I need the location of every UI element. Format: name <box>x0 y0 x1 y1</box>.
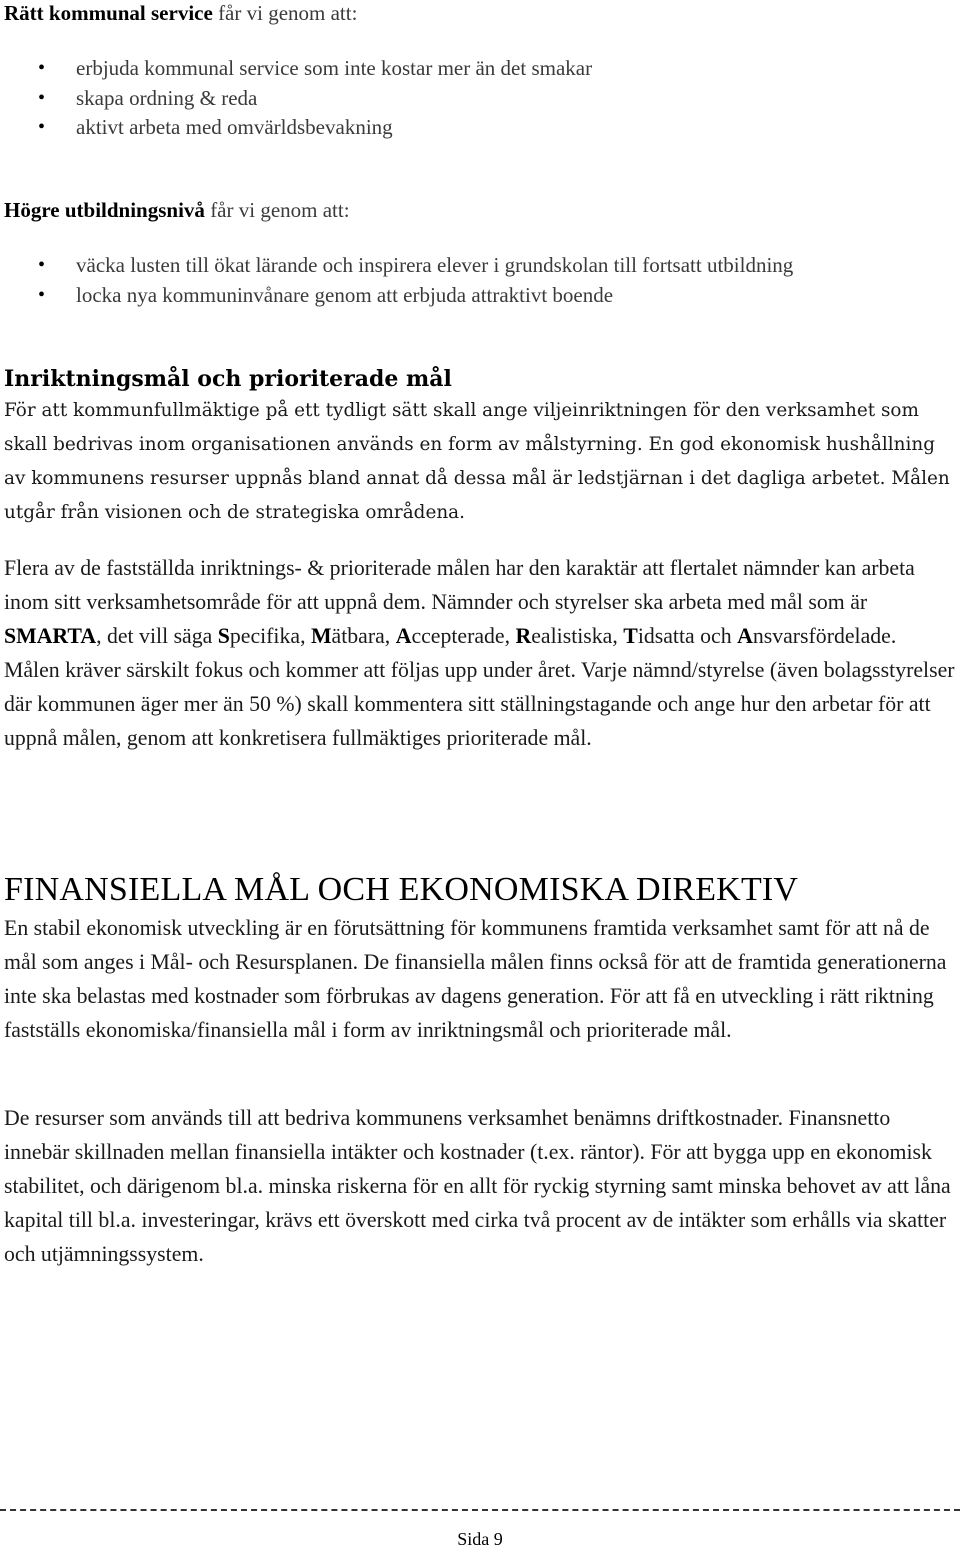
education-list-item-text: väcka lusten till ökat lärande och inspirera elever i grundskolan till fortsatt utbildning <box>76 253 794 277</box>
acronym-letter-r: R <box>515 624 532 648</box>
acronym-letter-a: A <box>395 624 412 648</box>
acronym-word-m: ätbara, <box>331 624 396 648</box>
goals-heading: Inriktningsmål och prioriterade mål <box>4 366 452 392</box>
service-list-item-text: erbjuda kommunal service som inte kostar mer än det smakar <box>76 56 593 80</box>
goals-p2-part3: Målen kräver särskilt fokus och kommer att följas upp under året. Varje nämnd/styrelse (även bolagsstyrelser där kommunen äger mer än 50 %) skall kommentera sitt ställningstagande och ange hur den arbetar för att uppnå målen, genom att konkretisera fullmäktiges prioriterade mål. <box>4 658 955 750</box>
bullet-dot-icon: • <box>38 86 46 109</box>
acronym-letter-m: M <box>310 624 332 648</box>
finance-paragraph-2-wrap <box>4 1101 956 1271</box>
education-list-item-text: locka nya kommuninvånare genom att erbjuda attraktivt boende <box>76 282 614 307</box>
service-list-item <box>4 113 956 143</box>
service-list-item-text: skapa ordning & reda <box>76 85 258 110</box>
acronym-word-s: pecifika, <box>229 624 311 648</box>
service-list-wrap <box>4 54 956 143</box>
education-intro <box>4 197 956 223</box>
goals-paragraph-1-wrap <box>4 394 956 530</box>
acronym-word-a: ccepterade, <box>411 624 516 648</box>
acronym-letter-t: T <box>623 624 638 648</box>
smarta-acronym: SMARTA <box>4 624 97 648</box>
service-section <box>4 0 956 26</box>
education-list-item <box>4 251 956 281</box>
education-list <box>4 251 956 310</box>
acronym-word-t: idsatta och <box>637 624 738 648</box>
education-list-wrap <box>4 251 956 310</box>
goals-paragraph-2 <box>4 551 956 755</box>
service-title-rest: får vi genom att: <box>212 1 358 25</box>
service-list <box>4 54 956 143</box>
finance-heading-wrap <box>4 870 956 910</box>
service-list-item <box>4 54 956 84</box>
bullet-dot-icon: • <box>38 254 46 276</box>
acronym-word-r: ealistiska, <box>531 624 624 648</box>
goals-heading-wrap <box>4 365 956 393</box>
finance-paragraph-1-wrap <box>4 911 956 1047</box>
service-intro <box>4 0 956 26</box>
goals-p2-part1: Flera av de fastställda inriktnings- & prioriterade målen har den karaktär att flertalet nämnder kan arbeta inom sitt verksamhetsområde för att uppnå dem. Nämnder och styrelser ska arbeta med mål som är <box>4 556 915 614</box>
footer-dashed-rule <box>0 1509 960 1511</box>
bullet-dot-icon: • <box>38 57 46 79</box>
acronym-letter-a2: A <box>737 624 753 648</box>
goals-p2-part2: , det vill säga <box>96 624 218 648</box>
page-number: Sida 9 <box>457 1529 503 1549</box>
acronym-letter-s: S <box>217 624 230 648</box>
finance-paragraph-1: En stabil ekonomisk utveckling är en förutsättning för kommunens framtida verksamhet samt för att nå de mål som anges i Mål- och Resursplanen. De finansiella målen finns också för att de framtida generationerna inte ska belastas med kostnader som förbrukas av dagens generation. För att få en utveckling i rätt riktning fastställs ekonomiska/finansiella mål i form av inriktningsmål och prioriterade mål. <box>4 916 947 1042</box>
education-title: Högre utbildningsnivå <box>4 198 205 222</box>
bullet-dot-icon: • <box>38 283 46 306</box>
finance-paragraph-2: De resurser som används till att bedriva kommunens verksamhet benämns driftkostnader. Finansnetto innebär skillnaden mellan finansiella intäkter och kostnader (t.ex. räntor). För att bygga upp en ekonomisk stabilitet, och därigenom bl.a. minska riskerna för en allt för ryckig styrning samt minska behovet av att låna kapital till bl.a. investeringar, krävs ett överskott med cirka två procent av de intäkter som erhålls via skatter och utjämningssystem. <box>4 1106 951 1266</box>
education-title-rest: får vi genom att: <box>204 198 350 222</box>
bullet-dot-icon: • <box>38 116 46 138</box>
education-list-item <box>4 281 956 311</box>
finance-heading: FINANSIELLA MÅL OCH EKONOMISKA DIREKTIV <box>4 871 799 908</box>
service-title: Rätt kommunal service <box>4 1 213 25</box>
acronym-word-a2: nsvarsfördelade. <box>752 624 897 648</box>
service-list-item <box>4 84 956 114</box>
service-list-item-text: aktivt arbeta med omvärldsbevakning <box>76 115 393 139</box>
education-section <box>4 197 956 223</box>
goals-paragraph-1: För att kommunfullmäktige på ett tydligt sätt skall ange viljeinriktningen för den verksamhet som skall bedrivas inom organisationen används en form av målstyrning. En god ekonomisk hushållning av kommunens resurser uppnås bland annat då dessa mål är ledstjärnan i det dagliga arbetet. Målen utgår från visionen och de strategiska områdena. <box>4 400 950 523</box>
goals-paragraph-2-wrap <box>4 551 956 755</box>
